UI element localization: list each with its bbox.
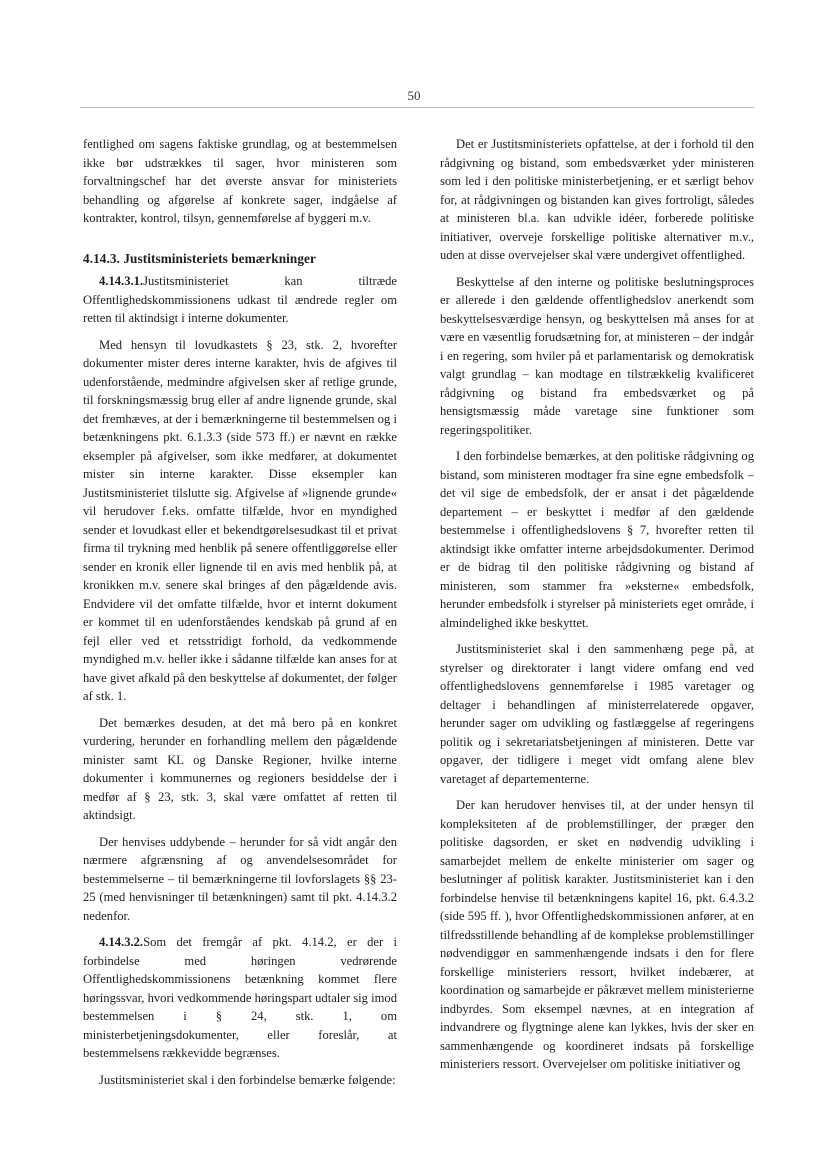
right-column xyxy=(440,135,754,1082)
paragraph: Det er Justitsministeriets opfattelse, at der i forhold til den rådgivning og bistand, som embedsværket yder ministeren som led i den politiske ministerbetjening, er et særligt behov for, at rådgivningen og bistanden kan gives fortroligt, således at ministeren bl.a. kan udvikle idéer, forberede politiske initiativer, overveje forskellige politiske alternativer m.v., uden at disse overvejelser skal være undergivet offentlighed. xyxy=(440,137,754,262)
section-heading: 4.14.3. Justitsministeriets bemærkninger xyxy=(83,250,316,266)
section-number: 4.14.3.1. xyxy=(99,274,144,288)
paragraph-text: Justitsministeriet kan tiltræde Offentlighedskommissionens udkast til ændrede regler om retten til aktindsigt i interne dokumenter. xyxy=(83,274,397,325)
paragraph: Det bemærkes desuden, at det må bero på en konkret vurdering, herunder en forhandling mellem den pågældende minister samt KL og Danske Regioner, hvilke interne dokumenter i kommunernes og regioners besiddelse der i medfør af § 23, stk. 3, skal være omfattet af retten til aktindsigt. xyxy=(83,715,397,822)
paragraph: Med hensyn til lovudkastets § 23, stk. 2, hvorefter dokumenter mister deres interne karakter, hvis de afgives til udenforstående, medmindre afgivelsen sker af retlige grunde, til forskningsmæssig brug eller af andre lignende grunde, skal det fremhæves, at der i bemærkningerne til bestemmelsen og i betænkningens pkt. 6.1.3.3 (side 573 ff.) er nævnt en række eksempler på afgivelser, som ikke medfører, at dokumentet mister sin interne karakter. Disse eksempler kan Justitsministeriet tilslutte sig. Afgivelse af »lignende grunde« vil herudover f.eks. omfatte tilfælde, hvor en myndighed sender et lovudkast eller et bekendtgørelsesudkast til et privat firma til trykning med henblik på senere offentliggørelse eller sender en kronik eller lignende til en avis med henblik på, at kronikken m.v. senere skal bringes af den pågældende avis. Endvidere vil det omfatte tilfælde, hvor et internt dokument er kommet til en udenforståendes kendskab på grund af en fejl eller ved et retsstridigt forhold, da vedkommende myndighed m.v. heller ikke i sådanne tilfælde kan anses for at have givet afkald på den beskyttelse af dokumentet, der følger af stk. 1. xyxy=(83,337,397,703)
paragraph: Beskyttelse af den interne og politiske beslutningsproces er allerede i den gældende offentlighedslov anerkendt som beskyttelsesværdige hensyn, og beskyttelsen må anses for at være en væsentlig forudsætning for, at ministeren – der indgår i en regering, som hviler på et parlamentarisk og demokratisk valgt grundlag – kan modtage en tilstrækkelig kvalificeret rådgivning og bistand fra embedsværket og på hensigtsmæssig måde varetage sine funktioner som regeringspolitiker. xyxy=(440,274,754,437)
paragraph: Justitsministeriet skal i den sammenhæng pege på, at styrelser og direktorater i langt videre omfang end ved offentlighedslovens gennemførelse i 1985 varetager og deltager i behandlingen af ministerrelaterede opgaver, herunder sager om udvikling og fastlæggelse af regeringens politik og i sekretariatsbetjeningen af ministeren. Dette var opgaver, der tidligere i meget vidt omfang alene blev varetaget af departementerne. xyxy=(440,642,754,786)
page-number: 50 xyxy=(407,88,421,103)
paragraph xyxy=(83,933,397,1063)
paragraph xyxy=(83,272,397,328)
paragraph: fentlighed om sagens faktiske grundlag, og at bestemmelsen ikke bør udstrækkes til sager, hvor ministeren som forvaltningschef har det øverste ansvar for ministeriets behandling og afgørelse af konkrete sager, indgåelse af kontrakter, kontrol, tilsyn, gennemførelse af byggeri m.v. xyxy=(83,137,397,225)
paragraph: I den forbindelse bemærkes, at den politiske rådgivning og bistand, som ministeren modtager fra sine egne embedsfolk – det vil sige de embedsfolk, der er ansat i det pågældende departement – er beskyttet i medfør af den gældende bestemmelse i offentlighedslovens § 7, hvorefter retten til aktindsigt ikke omfatter interne arbejdsdokumenter. Derimod er de bidrag til den politiske rådgivning og bistand af ministeren, som stammer fra »eksterne« embedsfolk, herunder embedsfolk i styrelser på ministeriets eget område, i almindelighed ikke beskyttet. xyxy=(440,449,754,630)
paragraph-text: Som det fremgår af pkt. 4.14.2, er der i forbindelse med høringen vedrørende Offentlighedskommissionens betænkning kommet flere høringssvar, hvori vedkommende høringspart udtaler sig imod bestemmelsen i § 24, stk. 1, om ministerbetjeningsdokumenter, eller foreslår, at bestemmelsens rækkevidde begrænses. xyxy=(83,935,397,1060)
header-rule xyxy=(80,107,754,108)
paragraph: Der kan herudover henvises til, at der under hensyn til kompleksiteten af de problemstillinger, der præger den politiske dagsorden, er sket en nødvendig udvikling i samarbejdet mellem de enkelte ministerier om sager og beslutninger af politisk karakter. Justitsministeriet kan i den forbindelse henvise til betænkningens kapitel 16, pkt. 6.4.3.2 (side 595 ff. ), hvor Offentlighedskommissionen anfører, at en tilfredsstillende behandling af de komplekse problemstillinger nødvendiggør en sammenhængende indsats i den for flere forskellige ministeriers ressort, hvilket indebærer, at koordination og samarbejde er påkrævet mellem ministerierne indbyrdes. Som eksempel nævnes, at en integration af indvandrere og flygtninge alene kan lykkes, hvis der sker en sammenhængende og koordineret indsats på forskellige ministeriers ressort. Overvejelser om politiske initiativer og xyxy=(440,798,754,1071)
paragraph: Justitsministeriet skal i den forbindelse bemærke følgende: xyxy=(99,1072,396,1087)
left-column xyxy=(83,135,397,1097)
paragraph: Der henvises uddybende – herunder for så vidt angår den nærmere afgrænsning af og anvendelsesområdet for bestemmelserne – til bemærkningerne til lovforslagets §§ 23-25 (med henvisninger til betænkningen) samt til pkt. 4.14.3.2 nedenfor. xyxy=(83,834,397,923)
section-number: 4.14.3.2. xyxy=(99,935,144,949)
